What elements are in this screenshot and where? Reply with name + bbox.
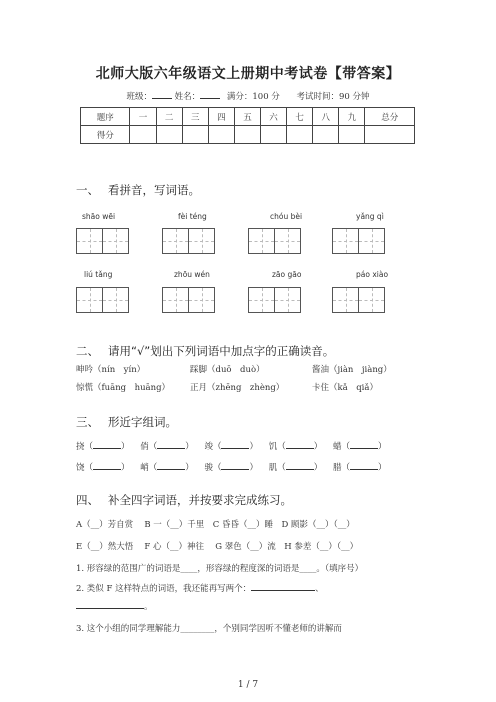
score-header-cell: 七 — [287, 108, 313, 126]
grid-cell[interactable] — [162, 228, 189, 254]
reading-item: 正月（zhēng zhèng） — [190, 383, 285, 393]
pinyin-label: páo xiào — [356, 270, 389, 279]
grid-cell[interactable] — [274, 228, 301, 254]
char-prompt: 骏（ — [204, 463, 222, 473]
answer-blank[interactable] — [221, 440, 249, 449]
char-prompt: 肌（ — [268, 463, 286, 473]
answer-blank[interactable] — [93, 461, 121, 470]
grid-cell[interactable] — [188, 228, 215, 254]
question-2-end: 。 — [144, 602, 153, 612]
section-4-title: 补全四字词语，并按要求完成练习。 — [108, 493, 292, 507]
score-table-header-row — [81, 108, 415, 126]
grid-cell[interactable] — [332, 287, 359, 313]
score-header-cell: 总分 — [365, 108, 415, 126]
score-header-cell: 一 — [130, 108, 156, 126]
close-paren: ） — [313, 442, 323, 452]
score-cell[interactable] — [130, 126, 156, 144]
char-prompt: 峭（ — [140, 463, 158, 473]
page-number: 1 / 7 — [237, 680, 259, 690]
score-table-score-row — [81, 126, 415, 144]
pinyin-label: shāo wēi — [82, 212, 116, 221]
section-2-heading — [76, 343, 334, 359]
class-label: 班级： — [126, 92, 152, 102]
section-3-heading — [76, 414, 177, 430]
score-cell[interactable] — [182, 126, 208, 144]
score-header-cell: 八 — [313, 108, 339, 126]
close-paren: ） — [121, 442, 130, 452]
score-header-cell: 六 — [261, 108, 287, 126]
writing-grid[interactable] — [76, 228, 128, 254]
page-title: 北师大版六年级语文上册期中考试卷【带答案】 — [95, 66, 401, 82]
writing-grid[interactable] — [248, 287, 300, 313]
char-prompt: 挠（ — [76, 442, 94, 452]
pinyin-label: fèi téng — [178, 212, 207, 221]
score-header-cell: 五 — [234, 108, 260, 126]
score-cell[interactable] — [208, 126, 234, 144]
answer-blank[interactable] — [157, 461, 185, 470]
reading-item: 踩脚（duō duò） — [190, 365, 265, 375]
section-2-title: 请用“√”划出下列词语中加点字的正确读音。 — [108, 344, 335, 358]
section-3-title: 形近字组词。 — [108, 415, 177, 429]
answer-blank[interactable] — [350, 440, 378, 449]
char-prompt: 俏（ — [140, 442, 158, 452]
score-cell[interactable] — [261, 126, 287, 144]
writing-grid[interactable] — [248, 228, 300, 254]
name-blank[interactable] — [200, 89, 220, 99]
grid-cell[interactable] — [274, 287, 301, 313]
close-paren: ） — [185, 442, 194, 452]
score-cell[interactable] — [365, 126, 415, 144]
close-paren: ） — [377, 442, 387, 452]
close-paren: ） — [377, 463, 387, 473]
exam-info-line — [0, 89, 496, 102]
close-paren: ） — [249, 442, 258, 452]
answer-blank[interactable] — [286, 461, 314, 470]
close-paren: ） — [121, 463, 130, 473]
answer-blank[interactable] — [93, 440, 121, 449]
section-1-number: 一、 — [76, 183, 99, 197]
question-3: 3. 这个小组的同学理解能力________，个别同学因听不懂老师的讲解而 — [76, 624, 342, 634]
char-prompt: 饥（ — [268, 442, 286, 452]
grid-cell[interactable] — [162, 287, 189, 313]
writing-grid[interactable] — [332, 287, 384, 313]
question-2-separator: 、 — [315, 584, 324, 594]
writing-grid[interactable] — [332, 228, 384, 254]
writing-grid[interactable] — [162, 228, 214, 254]
score-cell[interactable] — [156, 126, 182, 144]
score-row-label: 得分 — [81, 126, 130, 144]
answer-blank[interactable] — [76, 600, 144, 609]
section-1-heading — [76, 182, 200, 198]
grid-cell[interactable] — [248, 287, 275, 313]
full-score: 满分：100 分 — [226, 92, 280, 102]
section-2-number: 二、 — [76, 344, 99, 358]
idiom-line: A（__）芳自赏 B 一（__）千里 C 昏昏（__）睡 D 顾影（__）（__） — [76, 520, 355, 530]
answer-blank[interactable] — [350, 461, 378, 470]
reading-item: 惊慌（fuāng huāng） — [76, 383, 171, 393]
grid-cell[interactable] — [332, 228, 359, 254]
char-prompt: 竣（ — [204, 442, 222, 452]
score-header-cell: 九 — [339, 108, 365, 126]
score-cell[interactable] — [339, 126, 365, 144]
score-header-cell: 三 — [182, 108, 208, 126]
section-4-number: 四、 — [76, 493, 99, 507]
char-prompt: 腊（ — [332, 463, 350, 473]
reading-item: 卡住（kǎ qiǎ） — [312, 383, 378, 393]
answer-blank[interactable] — [221, 461, 249, 470]
close-paren: ） — [185, 463, 194, 473]
pinyin-label: zāo gāo — [272, 270, 302, 279]
writing-grid[interactable] — [162, 287, 214, 313]
reading-item: 酱油（jiàn jiàng） — [312, 365, 392, 375]
score-table — [80, 107, 415, 144]
grid-cell[interactable] — [248, 228, 275, 254]
pinyin-label: liú tǎng — [84, 270, 113, 279]
writing-grid[interactable] — [76, 287, 128, 313]
score-header-cell: 题序 — [81, 108, 130, 126]
score-cell[interactable] — [313, 126, 339, 144]
score-header-cell: 四 — [208, 108, 234, 126]
grid-cell[interactable] — [76, 228, 103, 254]
section-3-number: 三、 — [76, 415, 99, 429]
idiom-line: E（__）然大悟 F 心（__）神往 G 翠色（__）流 H 参差（__）（__） — [76, 542, 359, 552]
close-paren: ） — [249, 463, 258, 473]
question-2-text: 2. 类似 F 这样特点的词语，我还能再写两个： — [76, 584, 252, 594]
pinyin-label: yǎng qì — [356, 212, 384, 221]
score-cell[interactable] — [287, 126, 313, 144]
score-header-cell: 二 — [156, 108, 182, 126]
answer-blank[interactable] — [251, 582, 315, 591]
section-1-title: 看拼音，写词语。 — [108, 183, 200, 197]
section-4-heading — [76, 492, 292, 508]
question-1: 1. 形容绿的范围广的词语是____，形容绿的程度深的词语是____。（填序号） — [76, 564, 364, 574]
pinyin-label: zhōu wén — [174, 270, 210, 279]
grid-cell[interactable] — [102, 228, 129, 254]
pinyin-label: chóu bèi — [270, 212, 303, 221]
grid-cell[interactable] — [188, 287, 215, 313]
score-cell[interactable] — [234, 126, 260, 144]
name-label: 姓名： — [174, 92, 201, 102]
question-2-continued — [76, 600, 153, 612]
grid-cell[interactable] — [102, 287, 129, 313]
question-2 — [76, 582, 324, 594]
close-paren: ） — [313, 463, 323, 473]
grid-cell[interactable] — [76, 287, 103, 313]
word-group-row — [76, 440, 386, 452]
char-prompt: 饶（ — [76, 463, 94, 473]
char-prompt: 蜡（ — [332, 442, 350, 452]
answer-blank[interactable] — [157, 440, 185, 449]
reading-item: 呻吟（nín yín） — [76, 365, 146, 375]
exam-time: 考试时间：90 分钟 — [296, 92, 370, 102]
word-group-row — [76, 461, 386, 473]
grid-cell[interactable] — [358, 228, 385, 254]
grid-cell[interactable] — [358, 287, 385, 313]
answer-blank[interactable] — [286, 440, 314, 449]
class-blank[interactable] — [152, 89, 172, 99]
